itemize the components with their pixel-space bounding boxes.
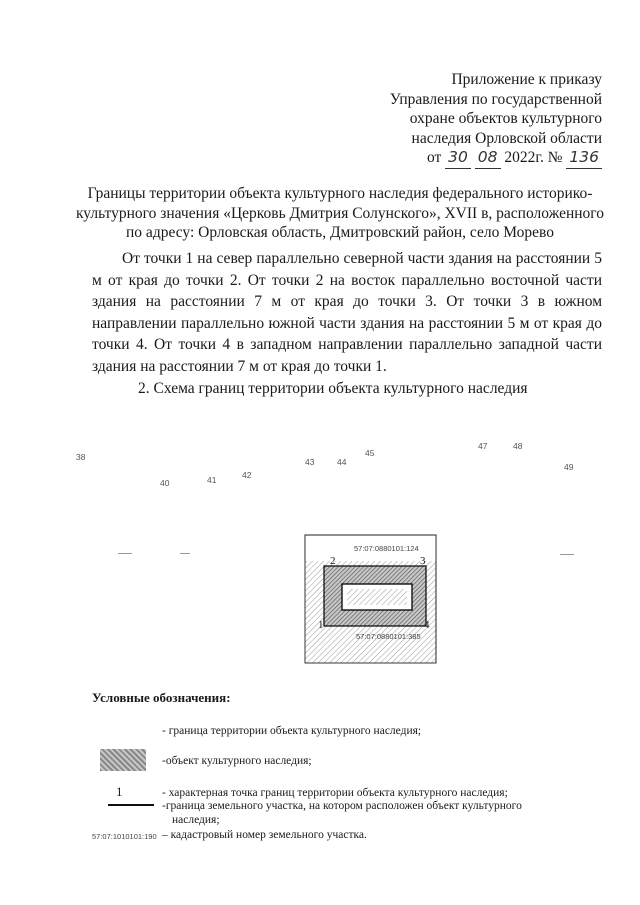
cadastral-number-lower: 57:07:0880101:385 <box>356 632 421 641</box>
survey-point-label: 43 <box>305 457 315 467</box>
header-line-4: наследия Орловской области <box>411 129 602 147</box>
legend-point-text: - характерная точка границ территории объекта культурного наследия; <box>162 787 508 799</box>
survey-point-label: 44 <box>337 457 347 467</box>
survey-point-label: 40 <box>160 478 170 488</box>
handwritten-order-number: 136 <box>566 148 602 169</box>
survey-dot <box>560 554 574 555</box>
legend-point-symbol: 1 <box>116 784 123 799</box>
order-appendix-header <box>390 70 602 169</box>
survey-point-label: 49 <box>564 462 574 472</box>
survey-point-label: 42 <box>242 470 252 480</box>
survey-dot <box>118 553 132 554</box>
legend-heritage-swatch <box>100 749 146 771</box>
boundary-point-2: 2 <box>330 555 336 567</box>
boundary-point-4: 4 <box>424 619 430 631</box>
header-line-1: Приложение к приказу <box>451 71 602 88</box>
legend-title: Условные обозначения: <box>92 690 231 705</box>
cadastral-number-upper: 57:07:0880101:124 <box>354 544 419 553</box>
date-year: 2022г. № <box>504 149 563 166</box>
survey-point-label: 41 <box>207 475 217 485</box>
survey-point-label: 48 <box>513 441 523 451</box>
legend-territory-boundary: - граница территории объекта культурного наследия; <box>162 725 422 737</box>
survey-point-label: 47 <box>478 441 488 451</box>
survey-dot <box>180 553 190 554</box>
legend-parcel-line-symbol <box>108 804 154 806</box>
legend-parcel-boundary-1: -граница земельного участка, на котором расположен объект культурного <box>162 800 522 812</box>
header-date-line <box>390 148 602 169</box>
legend-cadastral-text: – кадастровый номер земельного участка. <box>162 829 367 841</box>
scheme-title: 2. Схема границ территории объекта культурного наследия <box>138 380 528 397</box>
handwritten-day: 30 <box>445 148 471 169</box>
header-line-3: охране объектов культурного <box>409 110 602 127</box>
handwritten-month: 08 <box>475 148 501 169</box>
boundary-point-3: 3 <box>420 555 426 567</box>
survey-point-label: 38 <box>76 452 86 462</box>
date-prefix: от <box>426 149 442 166</box>
document-title: Границы территории объекта культурного наследия федерального историко-культурного значения «Церковь Дмитрия Солунского», XVII в, расположенного по адресу: Орловская область, Дмитровский район, село Морево <box>75 185 605 241</box>
legend-cadastral-example: 57:07:1010101:190 <box>92 832 157 841</box>
survey-point-label: 45 <box>365 448 375 458</box>
boundary-point-1: 1 <box>318 619 324 631</box>
boundary-description: От точки 1 на север параллельно северной части здания на расстоянии 5 м от края до точки 2. От точки 2 на восток параллельно восточной части здания на расстоянии 7 м от края до точки 3. От точки 3 в южном направлении параллельно южной части здания на расстоянии 5 м от края до точки 4. От точки 4 в западном направлении параллельно западной части здания на расстоянии 7 м от края до точки 1. <box>92 250 602 375</box>
header-line-2: Управления по государственной <box>389 90 602 108</box>
legend-heritage-object: -объект культурного наследия; <box>162 755 312 767</box>
heritage-object <box>347 589 407 605</box>
legend-parcel-boundary-2: наследия; <box>172 814 220 826</box>
